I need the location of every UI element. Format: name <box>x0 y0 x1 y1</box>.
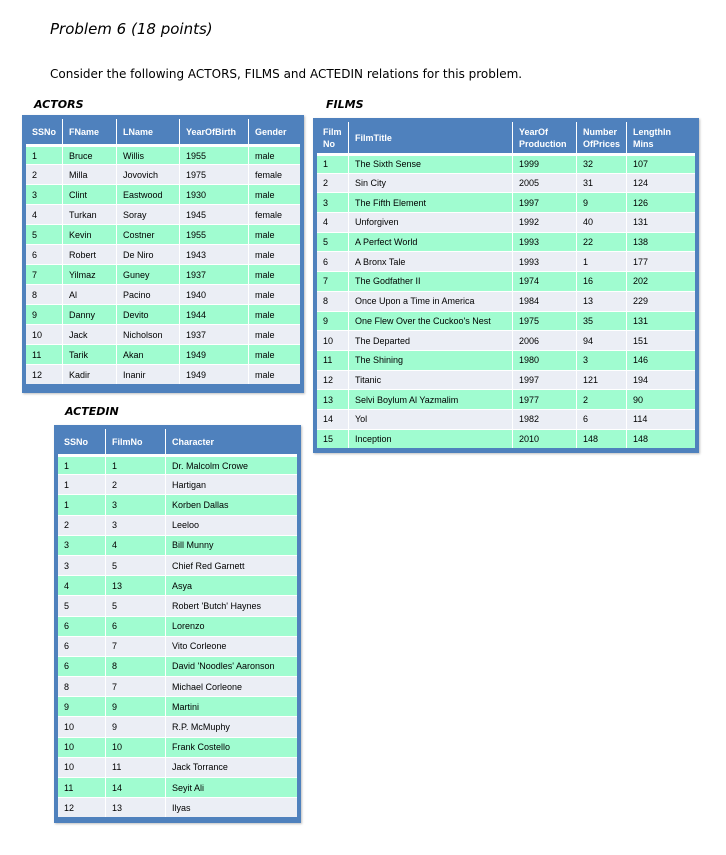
films-table-cell: 12 <box>317 370 349 390</box>
actors-table-cell: Costner <box>117 224 180 244</box>
actors-table-row <box>26 164 300 184</box>
actedin-table-cell: 3 <box>106 494 166 514</box>
actors-table-cell: male <box>249 244 300 264</box>
films-table-row <box>317 271 695 291</box>
actedin-table-cell: 10 <box>58 757 106 777</box>
actors-table-cell: female <box>249 164 300 184</box>
films-table-row <box>317 212 695 232</box>
actedin-table-panel <box>54 425 301 823</box>
films-table-row <box>317 311 695 331</box>
actedin-table-cell: 3 <box>106 515 166 535</box>
actors-column-header: YearOfBirth <box>180 119 249 144</box>
films-table-row <box>317 350 695 370</box>
actedin-table-cell: 6 <box>58 656 106 676</box>
films-table-cell: 4 <box>317 212 349 232</box>
actedin-table-cell: 10 <box>106 737 166 757</box>
actedin-column-header: SSNo <box>58 429 106 454</box>
actedin-table-row <box>58 676 297 696</box>
actors-table-cell: 1940 <box>180 284 249 304</box>
films-table-cell: Inception <box>349 429 513 449</box>
actors-table-cell: 6 <box>26 244 63 264</box>
films-caption: FILMS <box>326 98 364 111</box>
actors-table-cell: De Niro <box>117 244 180 264</box>
actedin-table-cell: R.P. McMuphy <box>166 716 297 736</box>
actors-table-row <box>26 144 300 164</box>
films-table-cell: 131 <box>627 212 695 232</box>
actors-table-cell: Kevin <box>63 224 117 244</box>
films-table-cell: 35 <box>577 311 627 331</box>
actors-table-cell: 1937 <box>180 324 249 344</box>
actors-table-cell: Danny <box>63 304 117 324</box>
films-table-cell: Yol <box>349 409 513 429</box>
films-table-cell: 1975 <box>513 311 577 331</box>
films-column-header-line: Number <box>583 126 618 137</box>
actedin-table-cell: 8 <box>106 656 166 676</box>
films-table-cell: 177 <box>627 251 695 271</box>
actors-table-cell: 2 <box>26 164 63 184</box>
films-table-row <box>317 370 695 390</box>
actedin-table-cell: 9 <box>106 696 166 716</box>
actors-table-cell: 1949 <box>180 364 249 384</box>
actors-table-cell: 7 <box>26 264 63 284</box>
actedin-table-cell: Vito Corleone <box>166 636 297 656</box>
actors-table-cell: male <box>249 224 300 244</box>
films-table-cell: 1980 <box>513 350 577 370</box>
actors-table-cell: Bruce <box>63 144 117 164</box>
actedin-table-cell: Jack Torrance <box>166 757 297 777</box>
films-table-cell: The Departed <box>349 330 513 350</box>
actedin-table-cell: Robert 'Butch' Haynes <box>166 595 297 615</box>
films-table-cell: 8 <box>317 291 349 311</box>
actors-table-cell: Al <box>63 284 117 304</box>
films-table-cell: 90 <box>627 389 695 409</box>
actedin-table-cell: 1 <box>106 454 166 474</box>
films-table-cell: 1992 <box>513 212 577 232</box>
films-table-cell: 138 <box>627 232 695 252</box>
films-table-cell: The Shining <box>349 350 513 370</box>
actors-table-cell: Eastwood <box>117 184 180 204</box>
actors-table-row <box>26 204 300 224</box>
films-table-cell: One Flew Over the Cuckoo's Nest <box>349 311 513 331</box>
films-column-header <box>317 122 349 153</box>
actedin-table-cell: 5 <box>106 595 166 615</box>
films-column-header <box>349 122 513 153</box>
actedin-table-cell: Leeloo <box>166 515 297 535</box>
films-table-cell: 1982 <box>513 409 577 429</box>
films-table-cell: 1 <box>577 251 627 271</box>
films-table-cell: 2006 <box>513 330 577 350</box>
actors-table-row <box>26 304 300 324</box>
actedin-table-cell: 2 <box>106 474 166 494</box>
actedin-table-row <box>58 595 297 615</box>
actors-table-cell: Yilmaz <box>63 264 117 284</box>
films-table-cell: 1997 <box>513 192 577 212</box>
actors-table-row <box>26 284 300 304</box>
films-table-cell: 148 <box>627 429 695 449</box>
films-table-cell: 131 <box>627 311 695 331</box>
actedin-table-cell: 9 <box>106 716 166 736</box>
actors-table-cell: 12 <box>26 364 63 384</box>
films-table-row <box>317 429 695 449</box>
actors-table-cell: 1975 <box>180 164 249 184</box>
films-table-cell: The Fifth Element <box>349 192 513 212</box>
actedin-table-row <box>58 757 297 777</box>
films-table-cell: 114 <box>627 409 695 429</box>
actedin-table-cell: Bill Munny <box>166 535 297 555</box>
films-table-cell: 22 <box>577 232 627 252</box>
films-table-panel <box>313 118 699 453</box>
actedin-table-cell: David 'Noodles' Aaronson <box>166 656 297 676</box>
films-table-cell: 2 <box>317 173 349 193</box>
actors-table-panel <box>22 115 304 393</box>
films-column-header <box>627 122 695 153</box>
films-table-cell: The Godfather II <box>349 271 513 291</box>
actors-table-cell: male <box>249 184 300 204</box>
actors-table-cell: 8 <box>26 284 63 304</box>
actors-table-cell: Turkan <box>63 204 117 224</box>
actors-table-cell: Kadir <box>63 364 117 384</box>
actors-table-cell: Guney <box>117 264 180 284</box>
actedin-table-row <box>58 454 297 474</box>
actedin-table-row <box>58 555 297 575</box>
films-table-row <box>317 409 695 429</box>
actors-table-cell: 1949 <box>180 344 249 364</box>
films-table-cell: 9 <box>577 192 627 212</box>
actors-caption: ACTORS <box>34 98 84 111</box>
films-table-cell: 2005 <box>513 173 577 193</box>
actors-table-cell: Milla <box>63 164 117 184</box>
films-table-cell: 40 <box>577 212 627 232</box>
actors-table-cell: male <box>249 304 300 324</box>
actors-table-cell: 10 <box>26 324 63 344</box>
actors-table-cell: 1930 <box>180 184 249 204</box>
actedin-table-cell: 8 <box>58 676 106 696</box>
actedin-table-cell: 1 <box>58 494 106 514</box>
films-table-cell: 5 <box>317 232 349 252</box>
actors-table-row <box>26 244 300 264</box>
films-table-cell: 151 <box>627 330 695 350</box>
actors-column-header: Gender <box>249 119 300 144</box>
actedin-table-row <box>58 535 297 555</box>
actors-body <box>26 144 300 384</box>
actedin-table-cell: 6 <box>58 616 106 636</box>
actedin-header-row <box>58 429 297 454</box>
films-table-cell: 148 <box>577 429 627 449</box>
actedin-table-cell: 13 <box>106 575 166 595</box>
actors-table-cell: 1955 <box>180 224 249 244</box>
actedin-table-cell: 9 <box>58 696 106 716</box>
actors-table-cell: Devito <box>117 304 180 324</box>
films-table-cell: 107 <box>627 153 695 173</box>
films-table-cell: 32 <box>577 153 627 173</box>
actedin-table-cell: 7 <box>106 676 166 696</box>
films-header-row <box>317 122 695 153</box>
films-table-cell: A Bronx Tale <box>349 251 513 271</box>
actors-header-row <box>26 119 300 144</box>
films-table-cell: 31 <box>577 173 627 193</box>
actedin-table-cell: 14 <box>106 777 166 797</box>
actors-table-cell: 11 <box>26 344 63 364</box>
films-table-row <box>317 389 695 409</box>
films-column-header-line: LengthIn <box>633 126 672 137</box>
actors-table-row <box>26 364 300 384</box>
films-column-header-line: OfPrices <box>583 138 621 149</box>
films-column-header-line: YearOf <box>519 126 549 137</box>
films-table-cell: 2010 <box>513 429 577 449</box>
actors-table-cell: male <box>249 144 300 164</box>
actedin-table-cell: 10 <box>58 716 106 736</box>
films-table-cell: 15 <box>317 429 349 449</box>
actors-table <box>26 119 300 384</box>
films-table-cell: 1999 <box>513 153 577 173</box>
actedin-table-cell: 7 <box>106 636 166 656</box>
films-table <box>317 122 695 448</box>
films-table-cell: 124 <box>627 173 695 193</box>
films-table-cell: 13 <box>317 389 349 409</box>
actedin-table-cell: Asya <box>166 575 297 595</box>
actedin-table-cell: 4 <box>106 535 166 555</box>
actors-table-cell: 1943 <box>180 244 249 264</box>
actors-table-cell: Nicholson <box>117 324 180 344</box>
films-column-header <box>577 122 627 153</box>
films-table-cell: 146 <box>627 350 695 370</box>
films-table-cell: Sin City <box>349 173 513 193</box>
actedin-table-row <box>58 696 297 716</box>
films-table-cell: 1 <box>317 153 349 173</box>
actors-table-cell: male <box>249 264 300 284</box>
films-table-cell: The Sixth Sense <box>349 153 513 173</box>
films-table-cell: 16 <box>577 271 627 291</box>
actors-table-cell: 1937 <box>180 264 249 284</box>
actors-table-cell: male <box>249 364 300 384</box>
films-table-row <box>317 153 695 173</box>
films-table-cell: Once Upon a Time in America <box>349 291 513 311</box>
actedin-table-row <box>58 474 297 494</box>
films-column-header <box>513 122 577 153</box>
films-table-cell: Unforgiven <box>349 212 513 232</box>
films-table-row <box>317 232 695 252</box>
actedin-table-cell: Frank Costello <box>166 737 297 757</box>
actedin-table-row <box>58 494 297 514</box>
actors-table-row <box>26 224 300 244</box>
actors-table-cell: female <box>249 204 300 224</box>
films-table-cell: A Perfect World <box>349 232 513 252</box>
actedin-table-cell: 11 <box>106 757 166 777</box>
actedin-table-cell: Dr. Malcolm Crowe <box>166 454 297 474</box>
films-table-cell: 202 <box>627 271 695 291</box>
films-table-cell: 3 <box>317 192 349 212</box>
actedin-table-cell: 6 <box>58 636 106 656</box>
actors-table-row <box>26 184 300 204</box>
actedin-table-cell: Korben Dallas <box>166 494 297 514</box>
actors-table-row <box>26 324 300 344</box>
films-table-cell: 1977 <box>513 389 577 409</box>
films-table-cell: 2 <box>577 389 627 409</box>
films-table-cell: 9 <box>317 311 349 331</box>
actedin-table-row <box>58 575 297 595</box>
films-table-cell: 11 <box>317 350 349 370</box>
actedin-table-cell: 5 <box>58 595 106 615</box>
actors-table-cell: Tarik <box>63 344 117 364</box>
actors-table-row <box>26 264 300 284</box>
films-table-cell: 126 <box>627 192 695 212</box>
actedin-table-row <box>58 737 297 757</box>
actedin-table-row <box>58 515 297 535</box>
films-table-cell: Titanic <box>349 370 513 390</box>
actedin-table-cell: 1 <box>58 474 106 494</box>
actedin-table-cell: Lorenzo <box>166 616 297 636</box>
actors-table-cell: 1944 <box>180 304 249 324</box>
actors-table-cell: Inanir <box>117 364 180 384</box>
actedin-table <box>58 429 297 817</box>
films-body <box>317 153 695 448</box>
actedin-table-row <box>58 716 297 736</box>
page-title: Problem 6 (18 points) <box>50 20 213 38</box>
intro-text: Consider the following ACTORS, FILMS and ACTEDIN relations for this problem. <box>50 67 523 81</box>
actedin-table-cell: Seyit Ali <box>166 777 297 797</box>
actors-table-cell: 5 <box>26 224 63 244</box>
films-table-cell: 14 <box>317 409 349 429</box>
films-table-cell: 229 <box>627 291 695 311</box>
films-table-cell: 6 <box>317 251 349 271</box>
actedin-table-row <box>58 656 297 676</box>
films-table-cell: 1997 <box>513 370 577 390</box>
films-table-row <box>317 192 695 212</box>
actors-column-header: SSNo <box>26 119 63 144</box>
films-table-cell: 121 <box>577 370 627 390</box>
films-table-cell: 1993 <box>513 251 577 271</box>
actors-table-cell: 1 <box>26 144 63 164</box>
actors-column-header: FName <box>63 119 117 144</box>
films-table-row <box>317 173 695 193</box>
actors-table-cell: male <box>249 344 300 364</box>
actedin-caption: ACTEDIN <box>65 405 119 418</box>
actors-table-row <box>26 344 300 364</box>
actedin-table-cell: Martini <box>166 696 297 716</box>
actedin-table-cell: 13 <box>106 797 166 817</box>
films-table-cell: 1993 <box>513 232 577 252</box>
actedin-table-cell: 10 <box>58 737 106 757</box>
actedin-table-cell: 1 <box>58 454 106 474</box>
actors-table-cell: Akan <box>117 344 180 364</box>
actors-table-cell: 9 <box>26 304 63 324</box>
actedin-table-cell: Ilyas <box>166 797 297 817</box>
actors-table-cell: Soray <box>117 204 180 224</box>
actedin-table-cell: Chief Red Garnett <box>166 555 297 575</box>
actors-table-cell: Clint <box>63 184 117 204</box>
films-column-header-line: No <box>323 138 335 149</box>
actedin-table-cell: Michael Corleone <box>166 676 297 696</box>
actors-table-cell: male <box>249 284 300 304</box>
films-table-cell: 194 <box>627 370 695 390</box>
actedin-table-cell: 6 <box>106 616 166 636</box>
films-column-header-line: Film <box>323 126 342 137</box>
actedin-table-row <box>58 636 297 656</box>
actors-table-cell: Jovovich <box>117 164 180 184</box>
films-column-header-line: Production <box>519 138 567 149</box>
actedin-table-row <box>58 616 297 636</box>
films-table-cell: 3 <box>577 350 627 370</box>
films-table-cell: 94 <box>577 330 627 350</box>
actors-table-cell: Robert <box>63 244 117 264</box>
actors-column-header: LName <box>117 119 180 144</box>
actors-table-cell: 3 <box>26 184 63 204</box>
actors-table-cell: 1955 <box>180 144 249 164</box>
films-table-cell: 6 <box>577 409 627 429</box>
films-table-cell: 1984 <box>513 291 577 311</box>
films-column-header-line: Mins <box>633 138 654 149</box>
films-table-cell: 7 <box>317 271 349 291</box>
actors-table-cell: 4 <box>26 204 63 224</box>
actedin-table-cell: 11 <box>58 777 106 797</box>
actedin-table-cell: 2 <box>58 515 106 535</box>
actedin-table-row <box>58 777 297 797</box>
actedin-table-row <box>58 797 297 817</box>
actors-table-cell: Jack <box>63 324 117 344</box>
actedin-body <box>58 454 297 817</box>
actedin-table-cell: 5 <box>106 555 166 575</box>
actedin-table-cell: 12 <box>58 797 106 817</box>
films-table-cell: 13 <box>577 291 627 311</box>
actedin-column-header: FilmNo <box>106 429 166 454</box>
actedin-column-header: Character <box>166 429 297 454</box>
actedin-table-cell: Hartigan <box>166 474 297 494</box>
films-table-cell: 10 <box>317 330 349 350</box>
films-table-cell: Selvi Boylum Al Yazmalim <box>349 389 513 409</box>
films-table-row <box>317 251 695 271</box>
films-column-header-line: FilmTitle <box>355 132 392 143</box>
actors-table-cell: 1945 <box>180 204 249 224</box>
actedin-table-cell: 4 <box>58 575 106 595</box>
films-table-row <box>317 291 695 311</box>
actedin-table-cell: 3 <box>58 555 106 575</box>
films-table-cell: 1974 <box>513 271 577 291</box>
actors-table-cell: male <box>249 324 300 344</box>
actors-table-cell: Willis <box>117 144 180 164</box>
actors-table-cell: Pacino <box>117 284 180 304</box>
actedin-table-cell: 3 <box>58 535 106 555</box>
films-table-row <box>317 330 695 350</box>
